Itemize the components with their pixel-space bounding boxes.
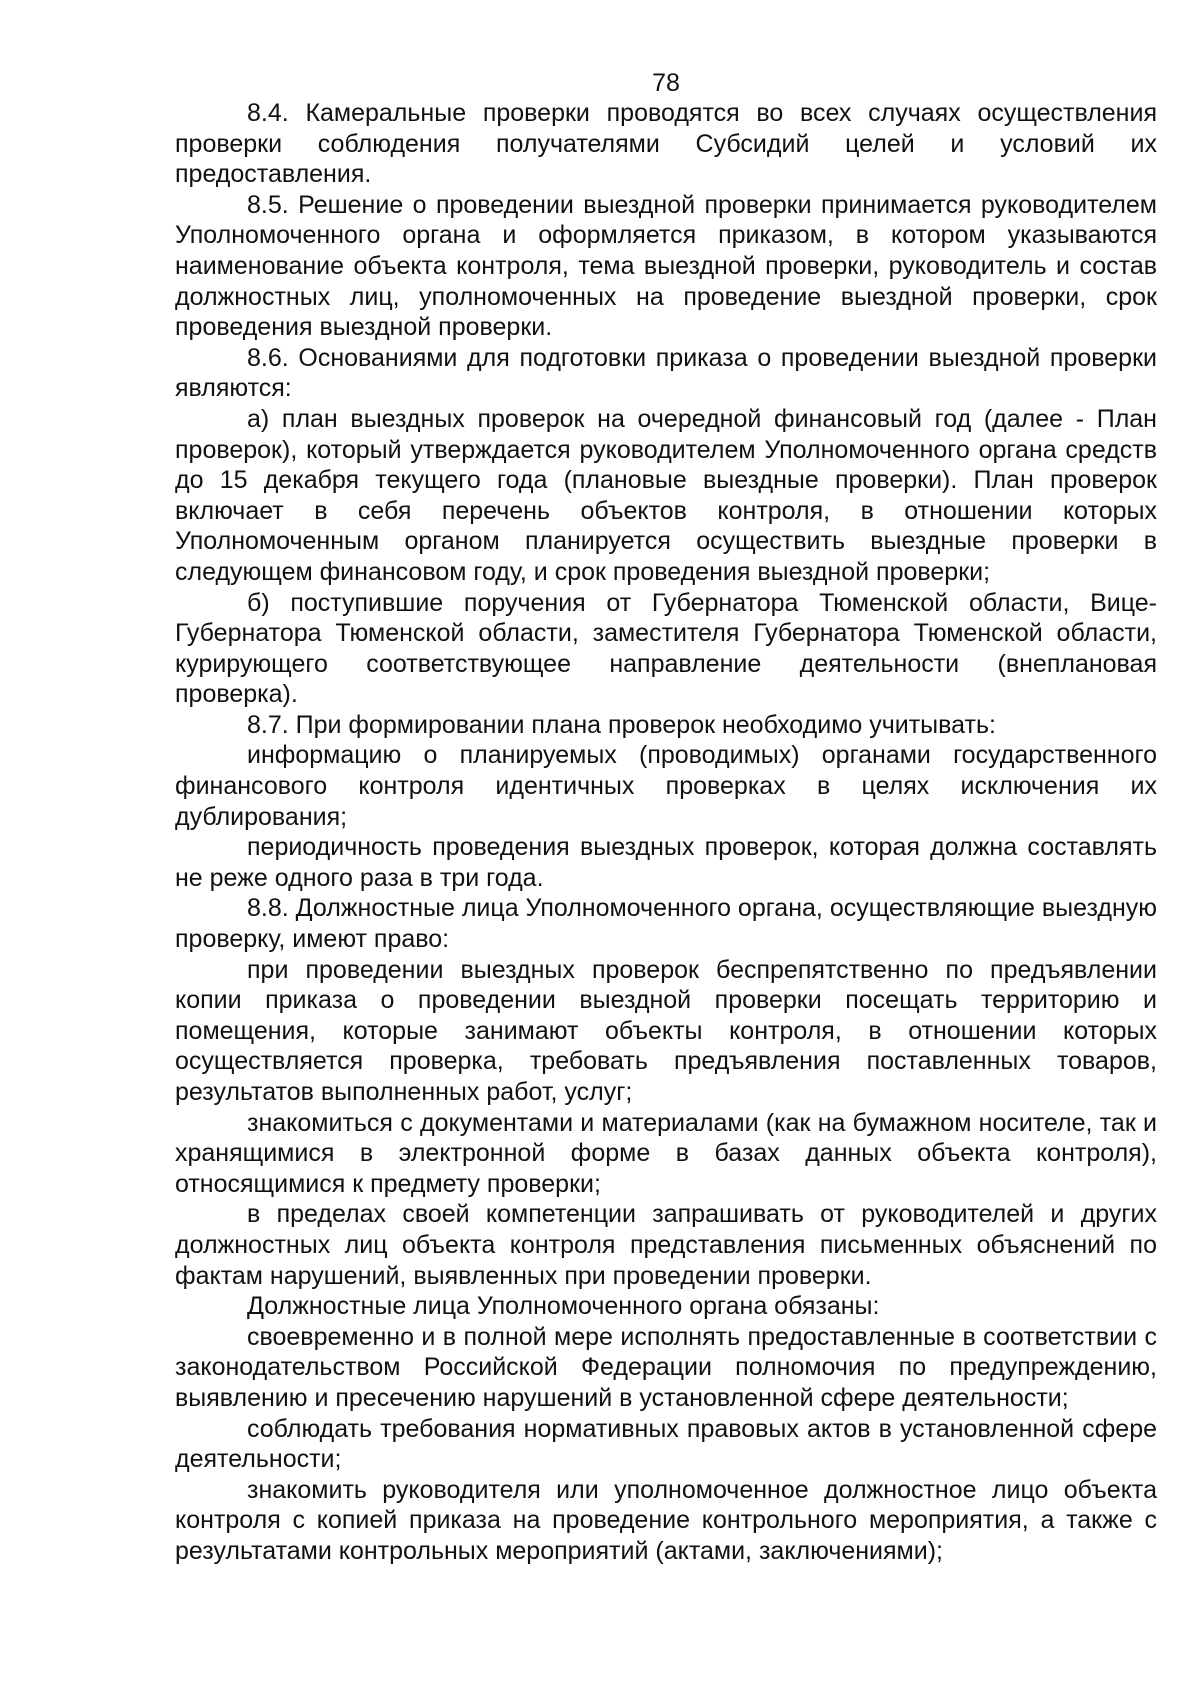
paragraph-duty-3: знакомить руководителя или уполномоченное должностное лицо объекта контроля с копией приказа на проведение контрольного мероприятия, а также с результатами контрольных мероприятий (актами, заключениями); (175, 1475, 1157, 1565)
paragraph-duty-1: своевременно и в полной мере исполнять предоставленные в соответствии с законодательством Российской Федерации полномочия по предупреждению, выявлению и пресечению нарушений в установленной сфере деятельности; (175, 1322, 1157, 1412)
paragraph-8-6-a: а) план выездных проверок на очередной финансовый год (далее - План проверок), который утверждается руководителем Уполномоченного органа средств до 15 декабря текущего года (плановые выездные проверки). План проверок включает в себя перечень объектов контроля, в отношении которых Уполномоченным органом планируется осуществить выездные проверки в следующем финансовом году, и срок проведения выездной проверки; (175, 404, 1157, 586)
paragraph-8-5: 8.5. Решение о проведении выездной проверки принимается руководителем Уполномоченного органа и оформляется приказом, в котором указываются наименование объекта контроля, тема выездной проверки, руководитель и состав должностных лиц, уполномоченных на проведение выездной проверки, срок проведения выездной проверки. (175, 190, 1157, 342)
paragraph-8-7-item-1: информацию о планируемых (проводимых) органами государственного финансового контроля идентичных проверках в целях исключения их дублирования; (175, 741, 1157, 831)
paragraph-8-6-b: б) поступившие поручения от Губернатора Тюменской области, Вице-Губернатора Тюменской области, заместителя Губернатора Тюменской области, курирующего соответствующее направление деятельности (внеплановая проверка). (175, 588, 1157, 709)
paragraph-8-4: 8.4. Камеральные проверки проводятся во всех случаях осуществления проверки соблюдения получателями Субсидий целей и условий их предоставления. (175, 99, 1157, 189)
paragraph-duties-heading: Должностные лица Уполномоченного органа обязаны: (247, 1292, 880, 1321)
paragraph-8-8-right-2: знакомиться с документами и материалами (как на бумажном носителе, так и хранящимися в электронной форме в базах данных объекта контроля), относящимися к предмету проверки; (175, 1108, 1157, 1198)
paragraph-8-7-item-2: периодичность проведения выездных проверок, которая должна составлять не реже одного раза в три года. (175, 833, 1157, 892)
paragraph-8-8: 8.8. Должностные лица Уполномоченного органа, осуществляющие выездную проверку, имеют право: (175, 894, 1157, 954)
page-number: 78 (652, 69, 680, 97)
paragraph-8-8-right-3: в пределах своей компетенции запрашивать от руководителей и других должностных лиц объекта контроля представления письменных объяснений по фактам нарушений, выявленных при проведении проверки. (175, 1200, 1157, 1290)
document-page (175, 68, 1157, 1567)
paragraph-duty-2: соблюдать требования нормативных правовых актов в установленной сфере деятельности; (175, 1414, 1157, 1474)
paragraph-8-8-right-1: при проведении выездных проверок беспрепятственно по предъявлении копии приказа о проведении выездной проверки посещать территорию и помещения, которые занимают объекты контроля, в отношении которых осуществляется проверка, требовать предъявления поставленных товаров, результатов выполненных работ, услуг; (175, 955, 1157, 1106)
paragraph-8-6: 8.6. Основаниями для подготовки приказа о проведении выездной проверки являются: (175, 343, 1157, 403)
paragraph-8-7: 8.7. При формировании плана проверок необходимо учитывать: (247, 710, 996, 739)
